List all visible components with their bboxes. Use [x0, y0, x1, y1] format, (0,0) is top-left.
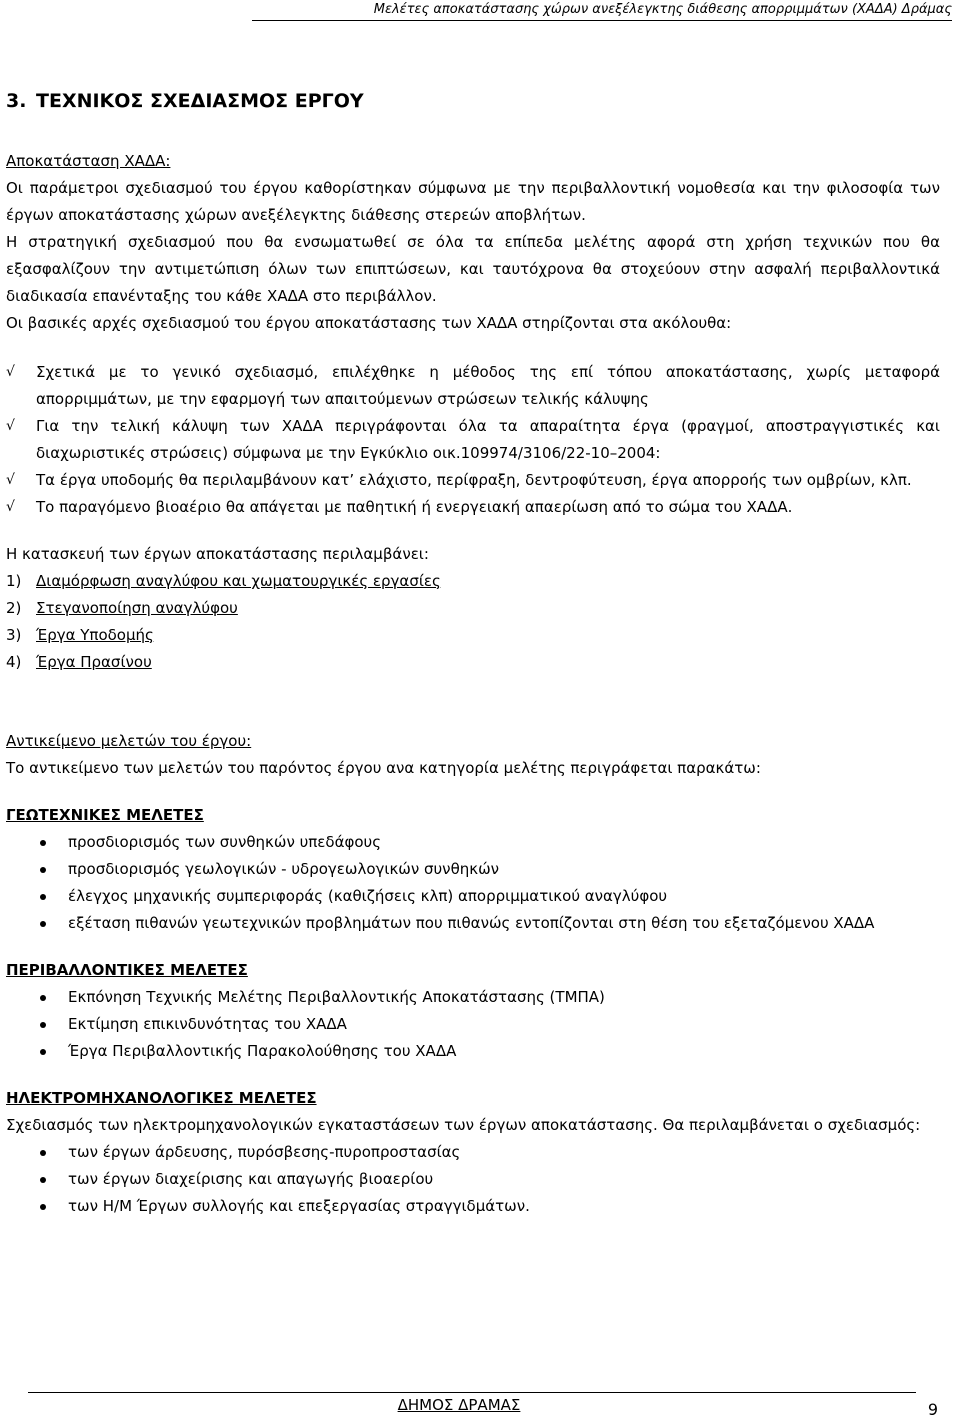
list-item: έλεγχος μηχανικής συμπεριφοράς (καθιζήσεις κλπ) απορριμματικού αναγλύφου [6, 883, 940, 910]
list-item: 3) Έργα Υποδομής [6, 626, 154, 644]
footer-text: ΔΗΜΟΣ ΔΡΑΜΑΣ [397, 1396, 521, 1414]
check-mark-icon: √ [6, 418, 15, 434]
list-item: των Η/Μ Έργων συλλογής και επεξεργασίας στραγγιδμάτων. [6, 1193, 940, 1220]
geotechnical-studies-title: ΓΕΩΤΕΧΝΙΚΕΣ ΜΕΛΕΤΕΣ [6, 806, 204, 824]
geotechnical-studies-list [6, 829, 940, 937]
list-item: Έργα Περιβαλλοντικής Παρακολούθησης του ΧΑΔΑ [6, 1038, 940, 1065]
restoration-paragraph-3: Οι βασικές αρχές σχεδιασμού του έργου αποκατάστασης των ΧΑΔΑ στηρίζονται στα ακόλουθα: [6, 314, 732, 332]
electromechanical-studies-title: ΗΛΕΚΤΡΟΜΗΧΑΝΟΛΟΓΙΚΕΣ ΜΕΛΕΤΕΣ [6, 1089, 317, 1107]
list-item: προσδιορισμός των συνθηκών υπεδάφους [6, 829, 940, 856]
list-item: √ Για την τελική κάλυψη των ΧΑΔΑ περιγράφονται όλα τα απαραίτητα έργα (φραγμοί, αποστραγγιστικές και διαχωριστικές στρώσεις) σύμφωνα με την Εγκύκλιο οικ.109974/3106/22-10–2004: [6, 413, 940, 467]
list-item: Εκπόνηση Τεχνικής Μελέτης Περιβαλλοντικής Αποκατάστασης (ΤΜΠΑ) [6, 984, 940, 1011]
list-item: √ Σχετικά με το γενικό σχεδιασμό, επιλέχθηκε η μέθοδος της επί τόπου αποκατάστασης, χωρίς μεταφορά απορριμμάτων, με την εφαρμογή των απαιτούμενων στρώσεων τελικής κάλυψης [6, 359, 940, 413]
restoration-paragraph-2: Η στρατηγική σχεδιασμού που θα ενσωματωθεί σε όλα τα επίπεδα μελέτης αφορά στη χρήση τεχνικών που θα εξασφαλίζουν την αντιμετώπιση όλων των επιπτώσεων, και ταυτόχρονα θα στοχεύουν στην ασφαλή περιβαλλοντικά διαδικασία επανένταξης του κάθε ΧΑΔΑ στο περιβάλλον. [6, 233, 940, 305]
check-mark-icon: √ [6, 364, 15, 380]
section-title [6, 88, 940, 114]
check-mark-icon: √ [6, 499, 15, 515]
electromechanical-studies-intro: Σχεδιασμός των ηλεκτρομηχανολογικών εγκαταστάσεων των έργων αποκατάστασης. Θα περιλαμβάνεται ο σχεδιασμός: [6, 1116, 921, 1134]
section-number: 3. [6, 90, 27, 112]
design-principles-list [6, 359, 940, 521]
works-intro: Η κατασκευή των έργων αποκατάστασης περιλαμβάνει: [6, 545, 429, 563]
list-item: √ Το παραγόμενο βιοαέριο θα απάγεται με παθητική ή ενεργειακή απαερίωση από το σώμα του ΧΑΔΑ. [6, 494, 940, 521]
running-header: Μελέτες αποκατάστασης χώρων ανεξέλεγκτης διάθεσης απορριμμάτων (ΧΑΔΑ) Δράμας [252, 2, 952, 21]
list-item: των έργων άρδευσης, πυρόσβεσης-πυροπροστασίας [6, 1139, 940, 1166]
list-item: 4) Έργα Πρασίνου [6, 653, 152, 671]
footer-divider [28, 1392, 916, 1393]
list-item: 2) Στεγανοποίηση αναγλύφου [6, 599, 238, 617]
list-item: εξέταση πιθανών γεωτεχνικών προβλημάτων που πιθανώς εντοπίζονται στη θέση του εξεταζόμενου ΧΑΔΑ [6, 910, 940, 937]
page-number: 9 [927, 1400, 938, 1419]
page-content [6, 88, 940, 1220]
studies-intro: Το αντικείμενο των μελετών του παρόντος έργου ανα κατηγορία μελέτης περιγράφεται παρακάτω: [6, 759, 761, 777]
restoration-heading: Αποκατάσταση ΧΑΔΑ: [6, 152, 171, 170]
environmental-studies-title: ΠΕΡΙΒΑΛΛΟΝΤΙΚΕΣ ΜΕΛΕΤΕΣ [6, 961, 248, 979]
works-list [6, 568, 940, 676]
environmental-studies-list [6, 984, 940, 1065]
check-mark-icon: √ [6, 472, 15, 488]
section-title-text: ΤΕΧΝΙΚΟΣ ΣΧΕΔΙΑΣΜΟΣ ΕΡΓΟΥ [36, 90, 364, 112]
list-item: Εκτίμηση επικινδυνότητας του ΧΑΔΑ [6, 1011, 940, 1038]
list-item: των έργων διαχείρισης και απαγωγής βιοαερίου [6, 1166, 940, 1193]
list-item: 1) Διαμόρφωση αναγλύφου και χωματουργικές εργασίες [6, 572, 441, 590]
electromechanical-studies-list [6, 1139, 940, 1220]
list-item: √ Τα έργα υποδομής θα περιλαμβάνουν κατ’ ελάχιστο, περίφραξη, δεντροφύτευση, έργα απορροής των ομβρίων, κλπ. [6, 467, 940, 494]
restoration-paragraph-1: Οι παράμετροι σχεδιασμού του έργου καθορίστηκαν σύμφωνα με την περιβαλλοντική νομοθεσία και την φιλοσοφία των έργων αποκατάστασης χώρων ανεξέλεγκτης διάθεσης στερεών αποβλήτων. [6, 179, 940, 224]
list-item: προσδιορισμός γεωλογικών - υδρογεωλογικών συνθηκών [6, 856, 940, 883]
studies-heading: Αντικείμενο μελετών του έργου: [6, 732, 252, 750]
